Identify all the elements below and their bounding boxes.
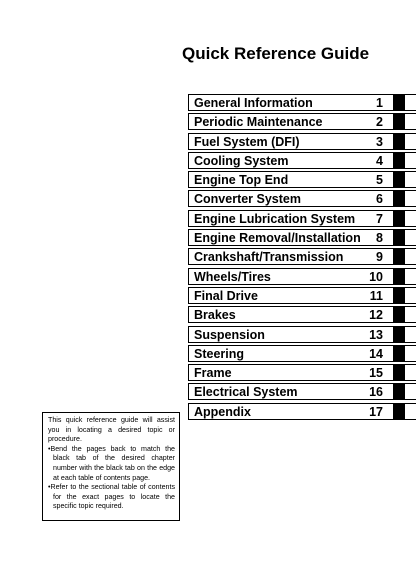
chapter-tab [393, 152, 405, 169]
chapter-number: 8 [376, 231, 383, 246]
chapter-tab [393, 287, 405, 304]
chapter-tab [393, 326, 405, 343]
chapter-tab [393, 345, 405, 362]
chapter-label: Brakes [194, 308, 236, 323]
chapter-number: 13 [369, 327, 383, 342]
chapter-entry-cooling-system[interactable] [188, 152, 416, 169]
chapter-entry-engine-removal-installation[interactable] [188, 229, 416, 246]
usage-note-intro: This quick reference guide will assist you in locating a desired topic or procedure. [48, 416, 175, 444]
chapter-number: 12 [369, 308, 383, 323]
chapter-number: 11 [369, 288, 383, 303]
chapter-tab [393, 403, 405, 420]
chapter-entry-final-drive[interactable] [188, 287, 416, 304]
chapter-tab [393, 210, 405, 227]
chapter-label: Electrical System [194, 385, 298, 400]
chapter-tab [393, 383, 405, 400]
chapter-label: Fuel System (DFI) [194, 134, 300, 149]
chapter-label: General Information [194, 96, 313, 110]
chapter-label: Crankshaft/Transmission [194, 250, 344, 265]
chapter-number: 9 [376, 250, 383, 265]
chapter-entry-appendix[interactable] [188, 403, 416, 420]
chapter-label: Engine Top End [194, 173, 289, 188]
chapter-label: Cooling System [194, 153, 289, 168]
chapter-number: 16 [369, 385, 383, 400]
chapter-label: Converter System [194, 192, 301, 207]
chapter-number: 4 [376, 153, 383, 168]
chapter-entry-engine-lubrication-system[interactable] [188, 210, 416, 227]
chapter-entry-steering[interactable] [188, 345, 416, 362]
chapter-entry-fuel-system[interactable] [188, 133, 416, 150]
chapter-label: Steering [194, 346, 245, 361]
chapter-entry-electrical-system[interactable] [188, 383, 416, 400]
chapter-tab [393, 190, 405, 207]
chapter-index [188, 94, 416, 422]
chapter-number: 2 [376, 115, 383, 130]
chapter-number: 15 [369, 366, 383, 381]
chapter-tab [393, 268, 405, 285]
usage-note-bullet: •Refer to the sectional table of contents for the exact pages to locate the specific topic required. [48, 483, 175, 511]
chapter-label: Suspension [194, 327, 265, 342]
chapter-number: 14 [369, 346, 383, 361]
usage-note-bullet: •Bend the pages back to match the black tab of the desired chapter number with the black tab on the edge at each table of contents page. [48, 444, 175, 482]
chapter-label: Frame [194, 366, 232, 381]
chapter-entry-periodic-maintenance[interactable] [188, 113, 416, 130]
chapter-entry-brakes[interactable] [188, 306, 416, 323]
chapter-entry-general-information[interactable] [188, 94, 416, 111]
chapter-label: Wheels/Tires [194, 269, 271, 284]
chapter-label: Final Drive [194, 288, 258, 303]
chapter-label: Engine Removal/Installation [194, 231, 361, 246]
chapter-tab [393, 113, 405, 130]
usage-note-box [42, 412, 180, 521]
chapter-number: 6 [376, 192, 383, 207]
chapter-number: 10 [369, 269, 383, 284]
chapter-tab [393, 306, 405, 323]
chapter-number: 17 [369, 404, 383, 419]
chapter-label: Engine Lubrication System [194, 211, 356, 226]
chapter-number: 3 [376, 134, 383, 149]
chapter-tab [393, 94, 405, 111]
chapter-label: Periodic Maintenance [194, 115, 323, 130]
chapter-tab [393, 364, 405, 381]
chapter-entry-frame[interactable] [188, 364, 416, 381]
chapter-tab [393, 248, 405, 265]
chapter-tab [393, 133, 405, 150]
chapter-entry-converter-system[interactable] [188, 190, 416, 207]
chapter-number: 5 [376, 173, 383, 188]
chapter-tab [393, 171, 405, 188]
chapter-entry-wheels-tires[interactable] [188, 268, 416, 285]
page-title: Quick Reference Guide [182, 44, 370, 63]
chapter-number: 7 [376, 211, 383, 226]
chapter-entry-suspension[interactable] [188, 326, 416, 343]
chapter-label: Appendix [194, 404, 251, 419]
chapter-entry-crankshaft-transmission[interactable] [188, 248, 416, 265]
chapter-tab [393, 229, 405, 246]
chapter-entry-engine-top-end[interactable] [188, 171, 416, 188]
chapter-number: 1 [376, 96, 383, 110]
